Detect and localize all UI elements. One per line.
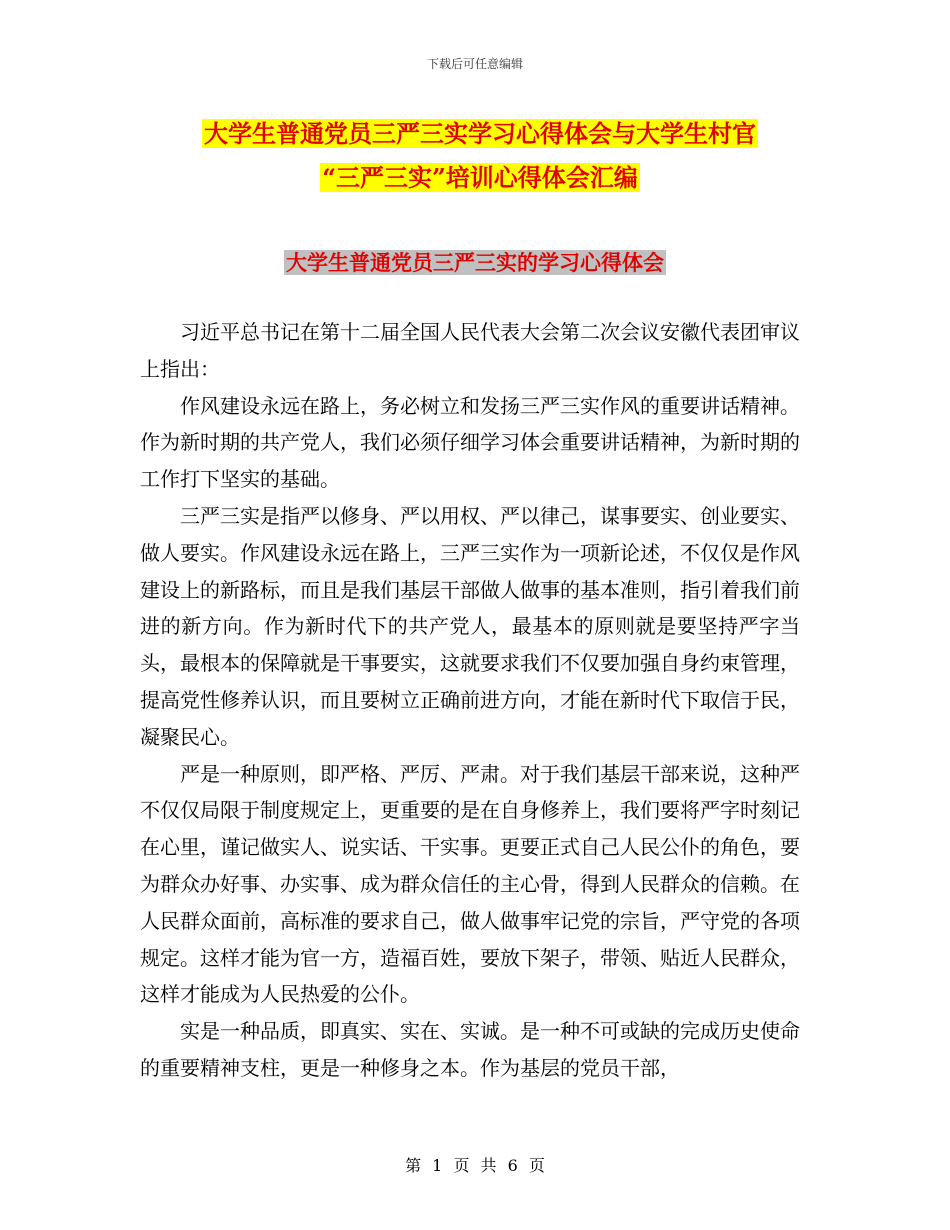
title-line-1: 大学生普通党员三严三实学习心得体会与大学生村官 (204, 119, 756, 148)
page-footer: 第 1 页 共 6 页 (405, 1156, 545, 1175)
paragraph-1: 习近平总书记在第十二届全国人民代表大会第二次会议安徽代表团审议上指出： (140, 320, 800, 381)
paragraph-2: 作风建设永远在路上，务必树立和发扬三严三实作风的重要讲话精神。作为新时期的共产党人，我们必须仔细学习体会重要讲话精神，为新时期的工作打下坚实的基础。 (140, 393, 800, 492)
section-title (0, 246, 950, 280)
header-note: 下载后可任意编辑 (426, 57, 523, 71)
paragraph-5: 实是一种品质，即真实、实在、实诚。是一种不可或缺的完成历史使命的重要精神支柱，更是一种修身之本。作为基层的党员干部， (140, 1019, 800, 1080)
body-text (140, 314, 800, 1087)
title-line-2: “三严三实”培训心得体会汇编 (322, 163, 638, 192)
paragraph-4: 严是一种原则，即严格、严厉、严肃。对于我们基层干部来说，这种严不仅仅局限于制度规定上，更重要的是在自身修养上，我们要将严字时刻记在心里，谨记做实人、说实话、干实事。更要正式自己人民公仆的角色，要为群众办好事、办实事、成为群众信任的主心骨，得到人民群众的信赖。在人民群众面前，高标准的要求自己，做人做事牢记党的宗旨，严守党的各项规定。这样才能为官一方，造福百姓，要放下架子，带领、贴近人民群众，这样才能成为人民热爱的公仆。 (140, 761, 800, 1007)
document-title (140, 112, 820, 200)
section-title-text: 大学生普通党员三严三实的学习心得体会 (286, 250, 664, 275)
paragraph-3: 三严三实是指严以修身、严以用权、严以律己，谋事要实、创业要实、做人要实。作风建设永远在路上，三严三实作为一项新论述，不仅仅是作风建设上的新路标，而且是我们基层干部做人做事的基本准则，指引着我们前进的新方向。作为新时代下的共产党人，最基本的原则就是要坚持严字当头，最根本的保障就是干事要实，这就要求我们不仅要加强自身约束管理，提高党性修养认识，而且要树立正确前进方向，才能在新时代下取信于民，凝聚民心。 (140, 503, 800, 749)
